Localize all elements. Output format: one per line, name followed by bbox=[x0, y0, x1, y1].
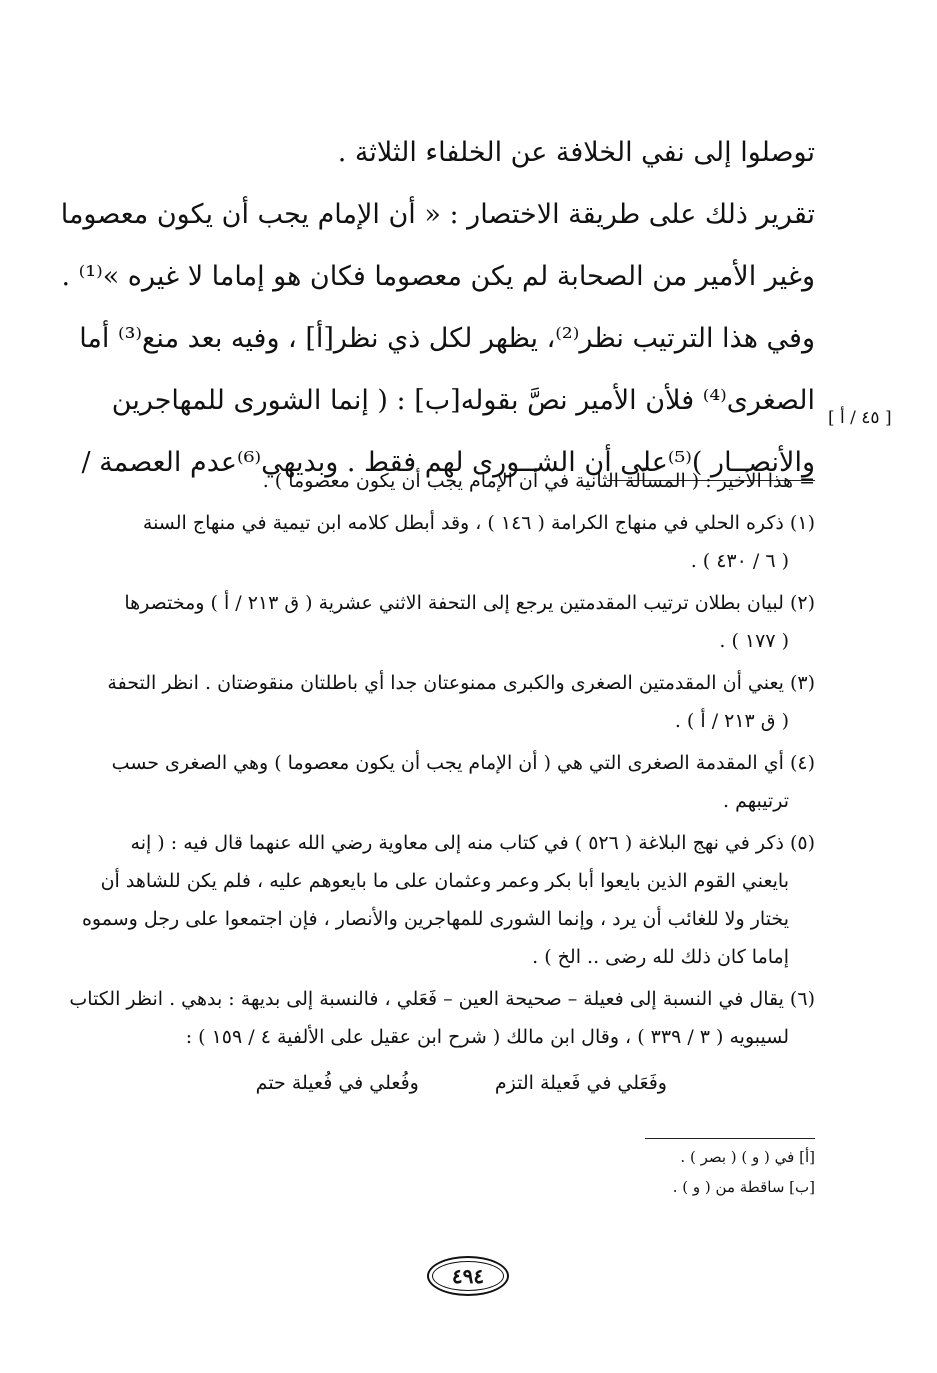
footnote-line: يختار ولا للغائب أن يرد ، وإنما الشورى للمهاجرين والأنصار ، فإن اجتمعوا على رجل وسموه bbox=[81, 908, 789, 930]
footnote-line: (٤) أي المقدمة الصغرى التي هي ( أن الإمام يجب أن يكون معصوما ) وهي الصغرى حسب bbox=[111, 752, 815, 774]
footnote-line: ترتيبهم . bbox=[722, 790, 789, 812]
main-text-line: تقرير ذلك على طريقة الاختصار : « أن الإمام يجب أن يكون معصوما bbox=[60, 199, 815, 230]
verse-second-hemistich: وفُعلي في فُعيلة حتم bbox=[255, 1072, 419, 1094]
page-number: ٤٩٤ bbox=[451, 1264, 485, 1288]
main-text-line: وفي هذا الترتيب نظر⁽²⁾، يظهر لكل ذي نظر[أ] ، وفيه بعد منع⁽³⁾ أما bbox=[79, 323, 815, 354]
main-text-line: والأنصــار )⁽⁵⁾على أن الشــورى لهم فقط . وبديهي⁽⁶⁾عدم العصمة / bbox=[81, 447, 815, 478]
verse-first-hemistich: وفَعَلي في فَعيلة التزم bbox=[494, 1072, 667, 1094]
main-text-line: الصغرى⁽⁴⁾ فلأن الأمير نصَّ بقوله[ب] : ( إنما الشورى للمهاجرين bbox=[111, 385, 815, 416]
footnote-line: ( ١٧٧ ) . bbox=[719, 630, 789, 652]
poetry-verse bbox=[256, 1072, 667, 1094]
footnote-6 bbox=[69, 980, 815, 1056]
footnote-line: بايعني القوم الذين بايعوا أبا بكر وعمر وعثمان على ما بايعوهم عليه ، فلم يكن للشاهد أن bbox=[100, 870, 789, 892]
main-text-block bbox=[60, 122, 815, 494]
footnote-line: ( ٦ / ٤٣٠ ) . bbox=[690, 550, 789, 572]
footnote-line: ( ق ٢١٣ / أ ) . bbox=[674, 710, 789, 732]
page-number-badge bbox=[427, 1256, 509, 1296]
footnote-continuation bbox=[103, 462, 815, 500]
manuscript-folio-reference: [ ٤٥ / أ ] bbox=[828, 408, 892, 428]
footnote-line: لسيبويه ( ٣ / ٣٣٩ ) ، وقال ابن مالك ( شرح ابن عقيل على الألفية ٤ / ١٥٩ ) : bbox=[185, 1026, 789, 1048]
footnote-line: = هذا الأخير : ( المسألة الثانية في أن الإمام يجب أن يكون معصوما ) . bbox=[262, 470, 815, 492]
main-text-line: توصلوا إلى نفي الخلافة عن الخلفاء الثلاثة . bbox=[337, 137, 815, 168]
variant-note: [ب] ساقطة من ( و ) . bbox=[672, 1178, 815, 1196]
footnote-line: (٣) يعني أن المقدمتين الصغرى والكبرى ممنوعتان جدا أي باطلتان منقوضتان . انظر التحفة bbox=[107, 672, 815, 694]
footnote-line: (١) ذكره الحلي في منهاج الكرامة ( ١٤٦ ) ، وقد أبطل كلامه ابن تيمية في منهاج السنة bbox=[142, 512, 815, 534]
variant-notes-separator-rule bbox=[645, 1138, 815, 1139]
footnote-5 bbox=[81, 824, 815, 976]
footnote-line: (٥) ذكر في نهج البلاغة ( ٥٢٦ ) في كتاب منه إلى معاوية رضي الله عنهما قال فيه : ( إنه bbox=[130, 832, 815, 854]
footnote-line: (٦) يقال في النسبة إلى فعيلة – صحيحة العين – فَعَلي ، فالنسبة إلى بديهة : بدهي . انظر الكتاب bbox=[69, 988, 815, 1010]
footnote-2 bbox=[103, 584, 815, 660]
footnote-3 bbox=[103, 664, 815, 740]
footnote-line: (٢) لبيان بطلان ترتيب المقدمتين يرجع إلى التحفة الاثني عشرية ( ق ٢١٣ / أ ) ومختصرها bbox=[124, 592, 815, 614]
footnote-4 bbox=[103, 744, 815, 820]
footnote-1 bbox=[103, 504, 815, 580]
variant-note: [أ] في ( و ) ( بصر ) . bbox=[680, 1148, 815, 1166]
variant-notes-block bbox=[415, 1142, 815, 1202]
footnotes-block bbox=[69, 462, 815, 1060]
footnote-line: إماما كان ذلك لله رضى .. الخ ) . bbox=[532, 946, 789, 968]
main-text-line: وغير الأمير من الصحابة لم يكن معصوما فكان هو إماما لا غيره »⁽¹⁾ . bbox=[61, 261, 815, 292]
